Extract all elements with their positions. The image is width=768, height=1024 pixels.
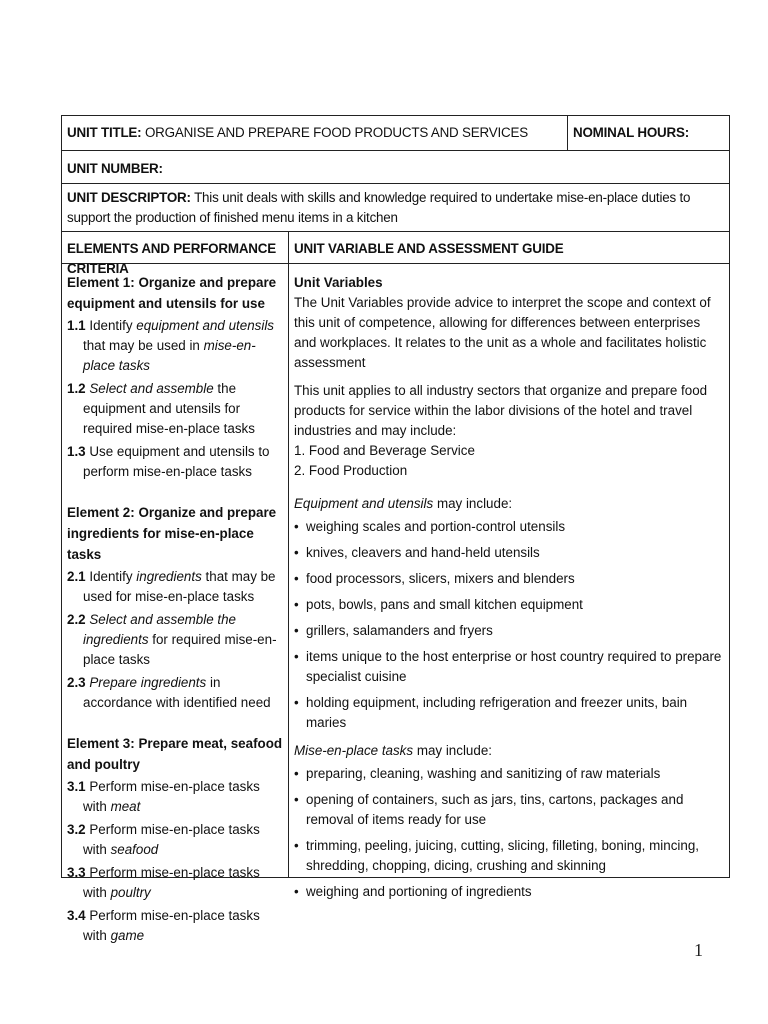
criterion-2-2: 2.2 Select and assemble the ingredients for required mise-en-place tasks [67, 612, 277, 667]
equipment-item: • food processors, slicers, mixers and blenders [294, 571, 575, 586]
unit-descriptor-cell [62, 184, 729, 231]
unit-table [61, 115, 730, 943]
equipment-item: • items unique to the host enterprise or host country required to prepare specialist cuisine [294, 649, 722, 684]
equipment-item: • weighing scales and portion-control utensils [294, 519, 566, 534]
element-2-title: Element 2: Organize and prepare ingredients for mise-en-place tasks [67, 505, 277, 562]
unit-descriptor-value: This unit deals with skills and knowledge required to undertake mise-en-place duties to support the production of finished menu items in a kitchen [67, 190, 691, 225]
column-header-right: UNIT VARIABLE AND ASSESSMENT GUIDE [294, 241, 564, 256]
element-1-title: Element 1: Organize and prepare equipment and utensils for use [67, 275, 277, 311]
elements-column [62, 264, 289, 943]
mise-en-place-heading: Mise-en-place tasks may include: [294, 743, 492, 758]
criterion-1-1: 1.1 Identify equipment and utensils that may be used in mise-en-place tasks [67, 318, 274, 373]
criterion-3-3: 3.3 Perform mise-en-place tasks with poultry [67, 865, 260, 900]
page-number: 1 [694, 940, 703, 960]
unit-variables-intro: The Unit Variables provide advice to interpret the scope and context of this unit of competence, allowing for differences between enterprises and workplaces. It relates to the unit as a whole and facilitates holistic assessment [294, 295, 711, 370]
unit-descriptor-row [62, 184, 729, 232]
applies-text: This unit applies to all industry sectors that organize and prepare food products for service within the labor divisions of the hotel and travel industries and may include: [294, 383, 708, 438]
applies-item-2: 2. Food Production [294, 463, 408, 478]
applies-item-1: 1. Food and Beverage Service [294, 443, 475, 458]
criterion-3-1: 3.1 Perform mise-en-place tasks with meat [67, 779, 260, 814]
criterion-1-2: 1.2 Select and assemble the equipment and utensils for required mise-en-place tasks [67, 381, 255, 436]
unit-title-label: UNIT TITLE: [67, 125, 142, 140]
guide-column [289, 264, 729, 899]
criterion-3-2: 3.2 Perform mise-en-place tasks with seafood [67, 822, 260, 857]
equipment-item: • grillers, salamanders and fryers [294, 623, 493, 638]
column-header-left: ELEMENTS AND PERFORMANCE CRITERIA [62, 232, 289, 263]
equipment-item: • holding equipment, including refrigeration and freezer units, bain maries [294, 695, 688, 730]
unit-descriptor-label: UNIT DESCRIPTOR: [67, 190, 191, 205]
mise-item: • preparing, cleaning, washing and sanitizing of raw materials [294, 766, 661, 781]
content-row [62, 264, 729, 943]
equipment-item: • knives, cleavers and hand-held utensils [294, 545, 540, 560]
mise-item: • opening of containers, such as jars, tins, cartons, packages and removal of items ready for use [294, 792, 684, 827]
unit-number-row [62, 151, 729, 184]
criterion-2-1: 2.1 Identify ingredients that may be used for mise-en-place tasks [67, 569, 276, 604]
element-3-title: Element 3: Prepare meat, seafood and poultry [67, 736, 283, 772]
unit-variables-heading: Unit Variables [294, 275, 383, 290]
criterion-3-4: 3.4 Perform mise-en-place tasks with game [67, 908, 260, 943]
mise-item: • weighing and portioning of ingredients [294, 884, 532, 899]
unit-title-value: ORGANISE AND PREPARE FOOD PRODUCTS AND SERVICES [144, 125, 528, 140]
column-header-row [62, 232, 729, 276]
criterion-2-3: 2.3 Prepare ingredients in accordance with identified need [67, 675, 271, 710]
mise-item: • trimming, peeling, juicing, cutting, slicing, filleting, boning, mincing, shredding, chopping, dicing, crushing and skinning [294, 838, 699, 873]
equipment-item: • pots, bowls, pans and small kitchen equipment [294, 597, 583, 612]
unit-number-label: UNIT NUMBER: [67, 161, 163, 176]
title-row [62, 116, 729, 151]
nominal-hours-cell: NOMINAL HOURS: [573, 125, 689, 140]
unit-title-cell [62, 116, 568, 150]
criterion-1-3: 1.3 Use equipment and utensils to perform mise-en-place tasks [67, 444, 270, 479]
equipment-heading: Equipment and utensils may include: [294, 496, 513, 511]
